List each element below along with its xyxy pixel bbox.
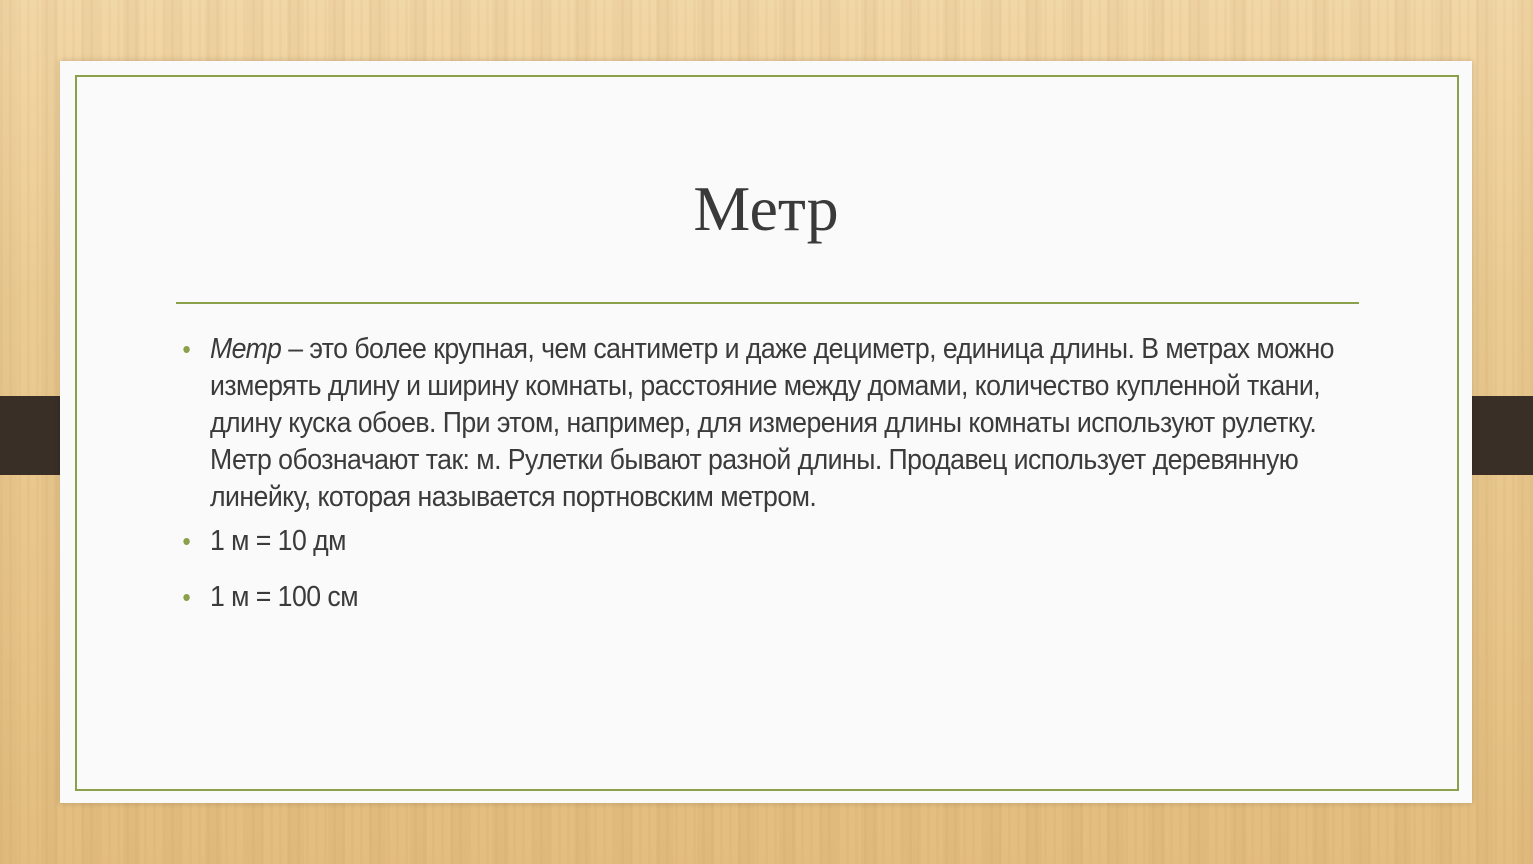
term-highlight: Метр	[210, 333, 282, 365]
bullet-dot-icon: •	[182, 334, 191, 364]
bullet-dot-icon: •	[182, 526, 191, 556]
bullet-item-decimeter	[182, 523, 1369, 579]
slide	[60, 61, 1472, 803]
bullet-item-centimeter	[182, 579, 1369, 635]
title-divider	[176, 302, 1359, 304]
bullet-text: 1 м = 10 дм	[210, 525, 346, 557]
bullet-item-definition	[182, 331, 1369, 523]
bullet-text: 1 м = 100 см	[210, 581, 358, 613]
slide-title: Метр	[693, 173, 839, 244]
bullet-list	[182, 331, 1370, 635]
bullet-dot-icon: •	[182, 582, 191, 612]
bullet-text: – это более крупная, чем сантиметр и даже дециметр, единица длины. В метрах можно измерять длину и ширину комнаты, расстояние между домами, количество купленной ткани, длину куска обоев. При этом, например, для измерения длины комнаты используют рулетку. Метр обозначают так: м. Рулетки бывают разной длины. Продавец использует деревянную линейку, которая называется портновским метром.	[210, 333, 1334, 513]
